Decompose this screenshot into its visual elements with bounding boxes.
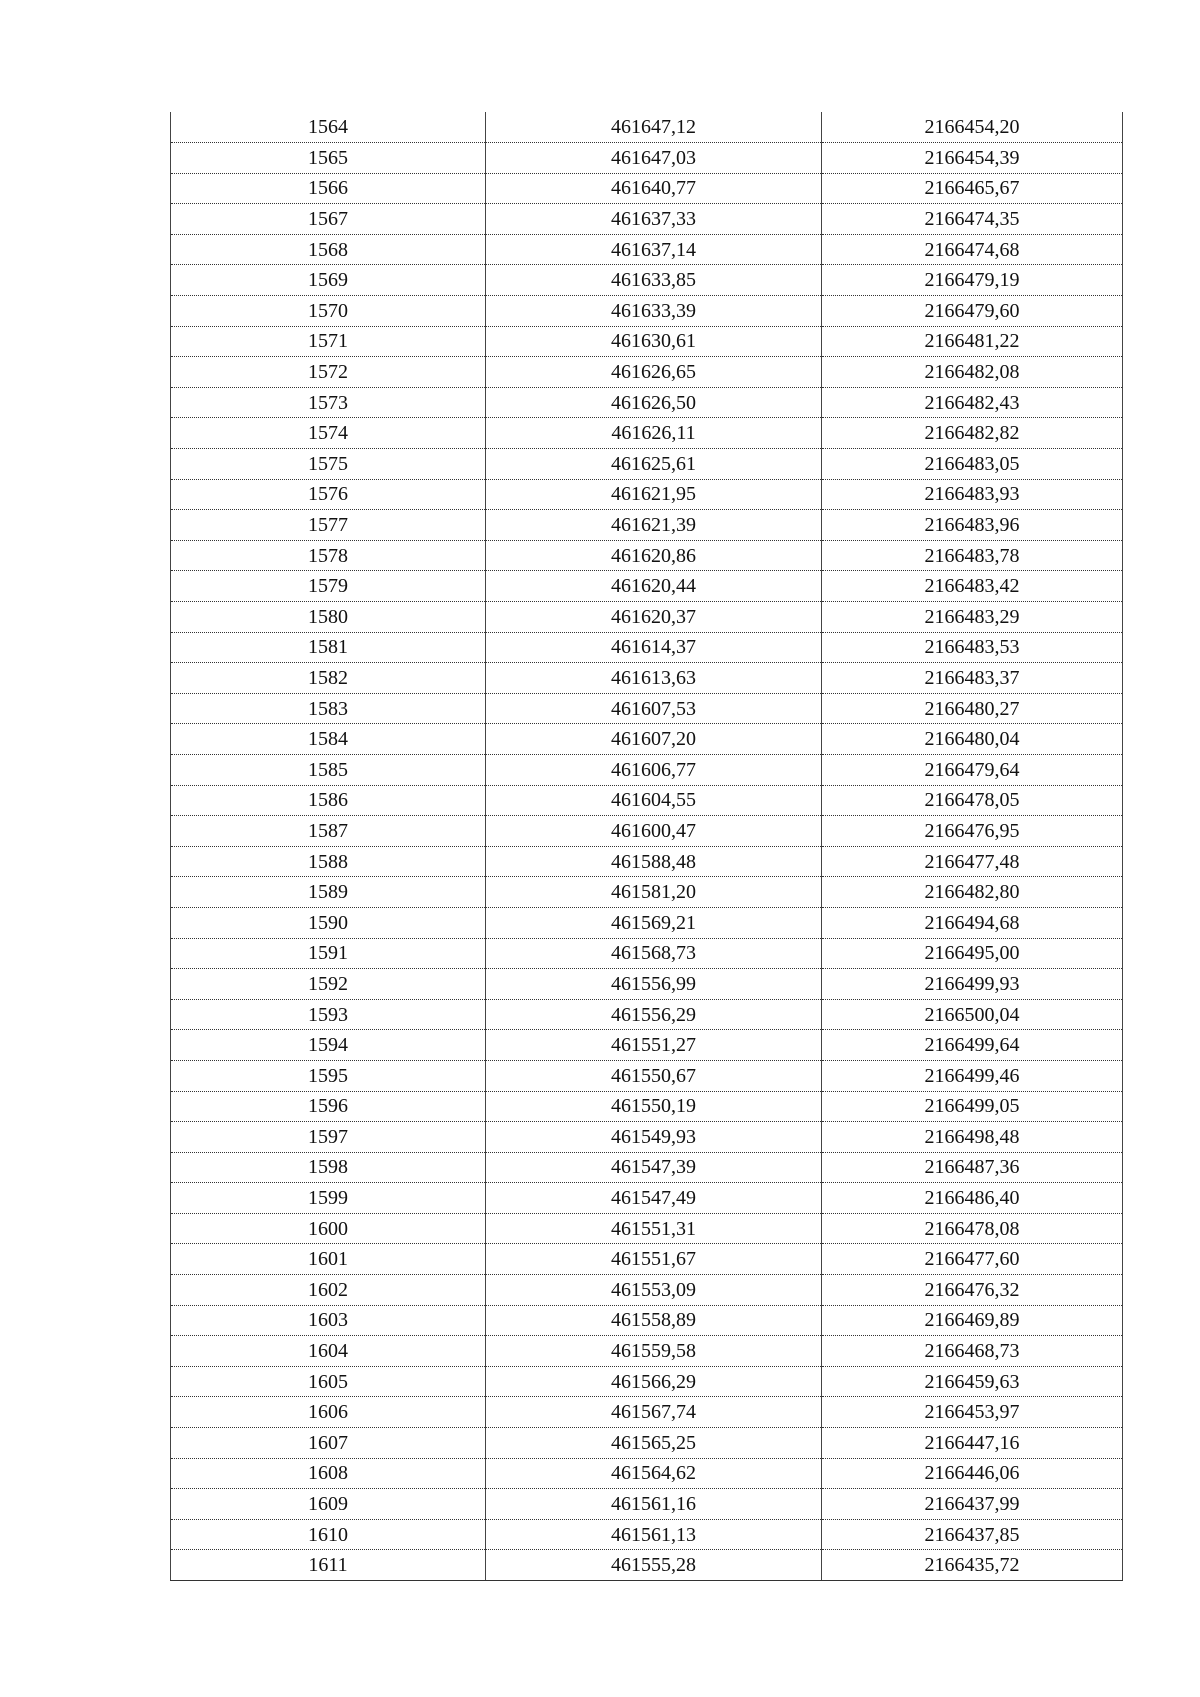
x-coordinate-cell: 461626,50 [486,387,822,418]
y-coordinate-cell: 2166468,73 [822,1336,1123,1367]
y-coordinate-cell: 2166446,06 [822,1458,1123,1489]
y-coordinate-cell: 2166469,89 [822,1305,1123,1336]
table-row [171,877,1123,908]
x-coordinate-cell: 461633,39 [486,296,822,327]
x-coordinate-cell: 461568,73 [486,938,822,969]
x-coordinate-cell: 461551,67 [486,1244,822,1275]
x-coordinate-cell: 461647,12 [486,112,822,143]
table-row [171,1244,1123,1275]
point-number-cell: 1578 [171,540,486,571]
x-coordinate-cell: 461647,03 [486,143,822,174]
point-number-cell: 1585 [171,754,486,785]
table-row [171,1519,1123,1550]
y-coordinate-cell: 2166481,22 [822,326,1123,357]
table-row [171,1091,1123,1122]
x-coordinate-cell: 461625,61 [486,449,822,480]
point-number-cell: 1588 [171,846,486,877]
x-coordinate-cell: 461607,53 [486,693,822,724]
table-row [171,785,1123,816]
x-coordinate-cell: 461600,47 [486,816,822,847]
point-number-cell: 1602 [171,1275,486,1306]
table-row [171,1122,1123,1153]
x-coordinate-cell: 461561,13 [486,1519,822,1550]
x-coordinate-cell: 461547,49 [486,1183,822,1214]
y-coordinate-cell: 2166483,96 [822,510,1123,541]
point-number-cell: 1568 [171,234,486,265]
point-number-cell: 1594 [171,1030,486,1061]
x-coordinate-cell: 461565,25 [486,1428,822,1459]
y-coordinate-cell: 2166495,00 [822,938,1123,969]
table-row [171,1428,1123,1459]
table-row [171,816,1123,847]
point-number-cell: 1583 [171,693,486,724]
y-coordinate-cell: 2166447,16 [822,1428,1123,1459]
table-row [171,1458,1123,1489]
point-number-cell: 1589 [171,877,486,908]
table-row [171,143,1123,174]
point-number-cell: 1608 [171,1458,486,1489]
y-coordinate-cell: 2166476,32 [822,1275,1123,1306]
point-number-cell: 1582 [171,663,486,694]
x-coordinate-cell: 461640,77 [486,173,822,204]
table-row [171,418,1123,449]
y-coordinate-cell: 2166482,43 [822,387,1123,418]
x-coordinate-cell: 461569,21 [486,907,822,938]
point-number-cell: 1581 [171,632,486,663]
table-row [171,724,1123,755]
point-number-cell: 1596 [171,1091,486,1122]
coordinates-table [170,112,1123,1581]
point-number-cell: 1586 [171,785,486,816]
table-row [171,540,1123,571]
y-coordinate-cell: 2166479,64 [822,754,1123,785]
x-coordinate-cell: 461620,86 [486,540,822,571]
table-row [171,754,1123,785]
x-coordinate-cell: 461626,11 [486,418,822,449]
table-row [171,357,1123,388]
y-coordinate-cell: 2166477,60 [822,1244,1123,1275]
table-row [171,846,1123,877]
point-number-cell: 1569 [171,265,486,296]
x-coordinate-cell: 461566,29 [486,1366,822,1397]
x-coordinate-cell: 461606,77 [486,754,822,785]
y-coordinate-cell: 2166479,19 [822,265,1123,296]
point-number-cell: 1606 [171,1397,486,1428]
point-number-cell: 1580 [171,602,486,633]
point-number-cell: 1607 [171,1428,486,1459]
x-coordinate-cell: 461559,58 [486,1336,822,1367]
x-coordinate-cell: 461561,16 [486,1489,822,1520]
table-row [171,326,1123,357]
y-coordinate-cell: 2166437,99 [822,1489,1123,1520]
x-coordinate-cell: 461621,95 [486,479,822,510]
y-coordinate-cell: 2166483,05 [822,449,1123,480]
point-number-cell: 1587 [171,816,486,847]
table-row [171,1030,1123,1061]
point-number-cell: 1599 [171,1183,486,1214]
y-coordinate-cell: 2166453,97 [822,1397,1123,1428]
table-row [171,1366,1123,1397]
y-coordinate-cell: 2166486,40 [822,1183,1123,1214]
x-coordinate-cell: 461630,61 [486,326,822,357]
table-row [171,112,1123,143]
y-coordinate-cell: 2166454,39 [822,143,1123,174]
x-coordinate-cell: 461564,62 [486,1458,822,1489]
x-coordinate-cell: 461637,14 [486,234,822,265]
table-row [171,510,1123,541]
y-coordinate-cell: 2166478,08 [822,1213,1123,1244]
x-coordinate-cell: 461558,89 [486,1305,822,1336]
point-number-cell: 1572 [171,357,486,388]
table-row [171,204,1123,235]
y-coordinate-cell: 2166483,37 [822,663,1123,694]
x-coordinate-cell: 461607,20 [486,724,822,755]
table-row [171,173,1123,204]
point-number-cell: 1597 [171,1122,486,1153]
point-number-cell: 1575 [171,449,486,480]
x-coordinate-cell: 461620,44 [486,571,822,602]
point-number-cell: 1564 [171,112,486,143]
table-row [171,1275,1123,1306]
x-coordinate-cell: 461588,48 [486,846,822,877]
table-row [171,632,1123,663]
point-number-cell: 1603 [171,1305,486,1336]
point-number-cell: 1571 [171,326,486,357]
table-row [171,479,1123,510]
x-coordinate-cell: 461556,29 [486,999,822,1030]
x-coordinate-cell: 461626,65 [486,357,822,388]
point-number-cell: 1567 [171,204,486,235]
y-coordinate-cell: 2166437,85 [822,1519,1123,1550]
table-row [171,449,1123,480]
y-coordinate-cell: 2166483,53 [822,632,1123,663]
table-row [171,296,1123,327]
point-number-cell: 1611 [171,1550,486,1581]
x-coordinate-cell: 461614,37 [486,632,822,663]
y-coordinate-cell: 2166478,05 [822,785,1123,816]
table-row [171,1213,1123,1244]
table-row [171,663,1123,694]
table-row [171,1489,1123,1520]
point-number-cell: 1595 [171,1060,486,1091]
x-coordinate-cell: 461555,28 [486,1550,822,1581]
x-coordinate-cell: 461620,37 [486,602,822,633]
table-row [171,969,1123,1000]
y-coordinate-cell: 2166483,42 [822,571,1123,602]
table-row [171,1152,1123,1183]
point-number-cell: 1579 [171,571,486,602]
coordinates-table-body [171,112,1123,1581]
point-number-cell: 1566 [171,173,486,204]
table-row [171,234,1123,265]
y-coordinate-cell: 2166494,68 [822,907,1123,938]
point-number-cell: 1584 [171,724,486,755]
table-row [171,938,1123,969]
y-coordinate-cell: 2166499,93 [822,969,1123,1000]
y-coordinate-cell: 2166454,20 [822,112,1123,143]
x-coordinate-cell: 461549,93 [486,1122,822,1153]
point-number-cell: 1590 [171,907,486,938]
x-coordinate-cell: 461581,20 [486,877,822,908]
point-number-cell: 1570 [171,296,486,327]
y-coordinate-cell: 2166500,04 [822,999,1123,1030]
x-coordinate-cell: 461551,31 [486,1213,822,1244]
point-number-cell: 1574 [171,418,486,449]
table-row [171,693,1123,724]
point-number-cell: 1573 [171,387,486,418]
y-coordinate-cell: 2166483,78 [822,540,1123,571]
table-row [171,387,1123,418]
table-row [171,1183,1123,1214]
x-coordinate-cell: 461604,55 [486,785,822,816]
table-row [171,1397,1123,1428]
point-number-cell: 1565 [171,143,486,174]
y-coordinate-cell: 2166477,48 [822,846,1123,877]
y-coordinate-cell: 2166480,04 [822,724,1123,755]
point-number-cell: 1605 [171,1366,486,1397]
point-number-cell: 1604 [171,1336,486,1367]
point-number-cell: 1577 [171,510,486,541]
x-coordinate-cell: 461553,09 [486,1275,822,1306]
y-coordinate-cell: 2166476,95 [822,816,1123,847]
y-coordinate-cell: 2166479,60 [822,296,1123,327]
x-coordinate-cell: 461621,39 [486,510,822,541]
point-number-cell: 1591 [171,938,486,969]
table-row [171,1060,1123,1091]
table-row [171,1550,1123,1581]
y-coordinate-cell: 2166483,93 [822,479,1123,510]
y-coordinate-cell: 2166480,27 [822,693,1123,724]
y-coordinate-cell: 2166465,67 [822,173,1123,204]
point-number-cell: 1601 [171,1244,486,1275]
x-coordinate-cell: 461550,67 [486,1060,822,1091]
y-coordinate-cell: 2166482,82 [822,418,1123,449]
x-coordinate-cell: 461547,39 [486,1152,822,1183]
x-coordinate-cell: 461551,27 [486,1030,822,1061]
x-coordinate-cell: 461567,74 [486,1397,822,1428]
table-row [171,999,1123,1030]
x-coordinate-cell: 461637,33 [486,204,822,235]
point-number-cell: 1598 [171,1152,486,1183]
point-number-cell: 1592 [171,969,486,1000]
y-coordinate-cell: 2166474,68 [822,234,1123,265]
y-coordinate-cell: 2166483,29 [822,602,1123,633]
x-coordinate-cell: 461556,99 [486,969,822,1000]
point-number-cell: 1609 [171,1489,486,1520]
y-coordinate-cell: 2166498,48 [822,1122,1123,1153]
y-coordinate-cell: 2166499,46 [822,1060,1123,1091]
y-coordinate-cell: 2166482,80 [822,877,1123,908]
table-row [171,265,1123,296]
y-coordinate-cell: 2166459,63 [822,1366,1123,1397]
y-coordinate-cell: 2166499,05 [822,1091,1123,1122]
y-coordinate-cell: 2166487,36 [822,1152,1123,1183]
table-row [171,1336,1123,1367]
x-coordinate-cell: 461633,85 [486,265,822,296]
point-number-cell: 1610 [171,1519,486,1550]
point-number-cell: 1593 [171,999,486,1030]
y-coordinate-cell: 2166435,72 [822,1550,1123,1581]
point-number-cell: 1576 [171,479,486,510]
table-row [171,907,1123,938]
point-number-cell: 1600 [171,1213,486,1244]
y-coordinate-cell: 2166482,08 [822,357,1123,388]
table-row [171,602,1123,633]
table-row [171,571,1123,602]
table-row [171,1305,1123,1336]
y-coordinate-cell: 2166499,64 [822,1030,1123,1061]
x-coordinate-cell: 461550,19 [486,1091,822,1122]
y-coordinate-cell: 2166474,35 [822,204,1123,235]
x-coordinate-cell: 461613,63 [486,663,822,694]
